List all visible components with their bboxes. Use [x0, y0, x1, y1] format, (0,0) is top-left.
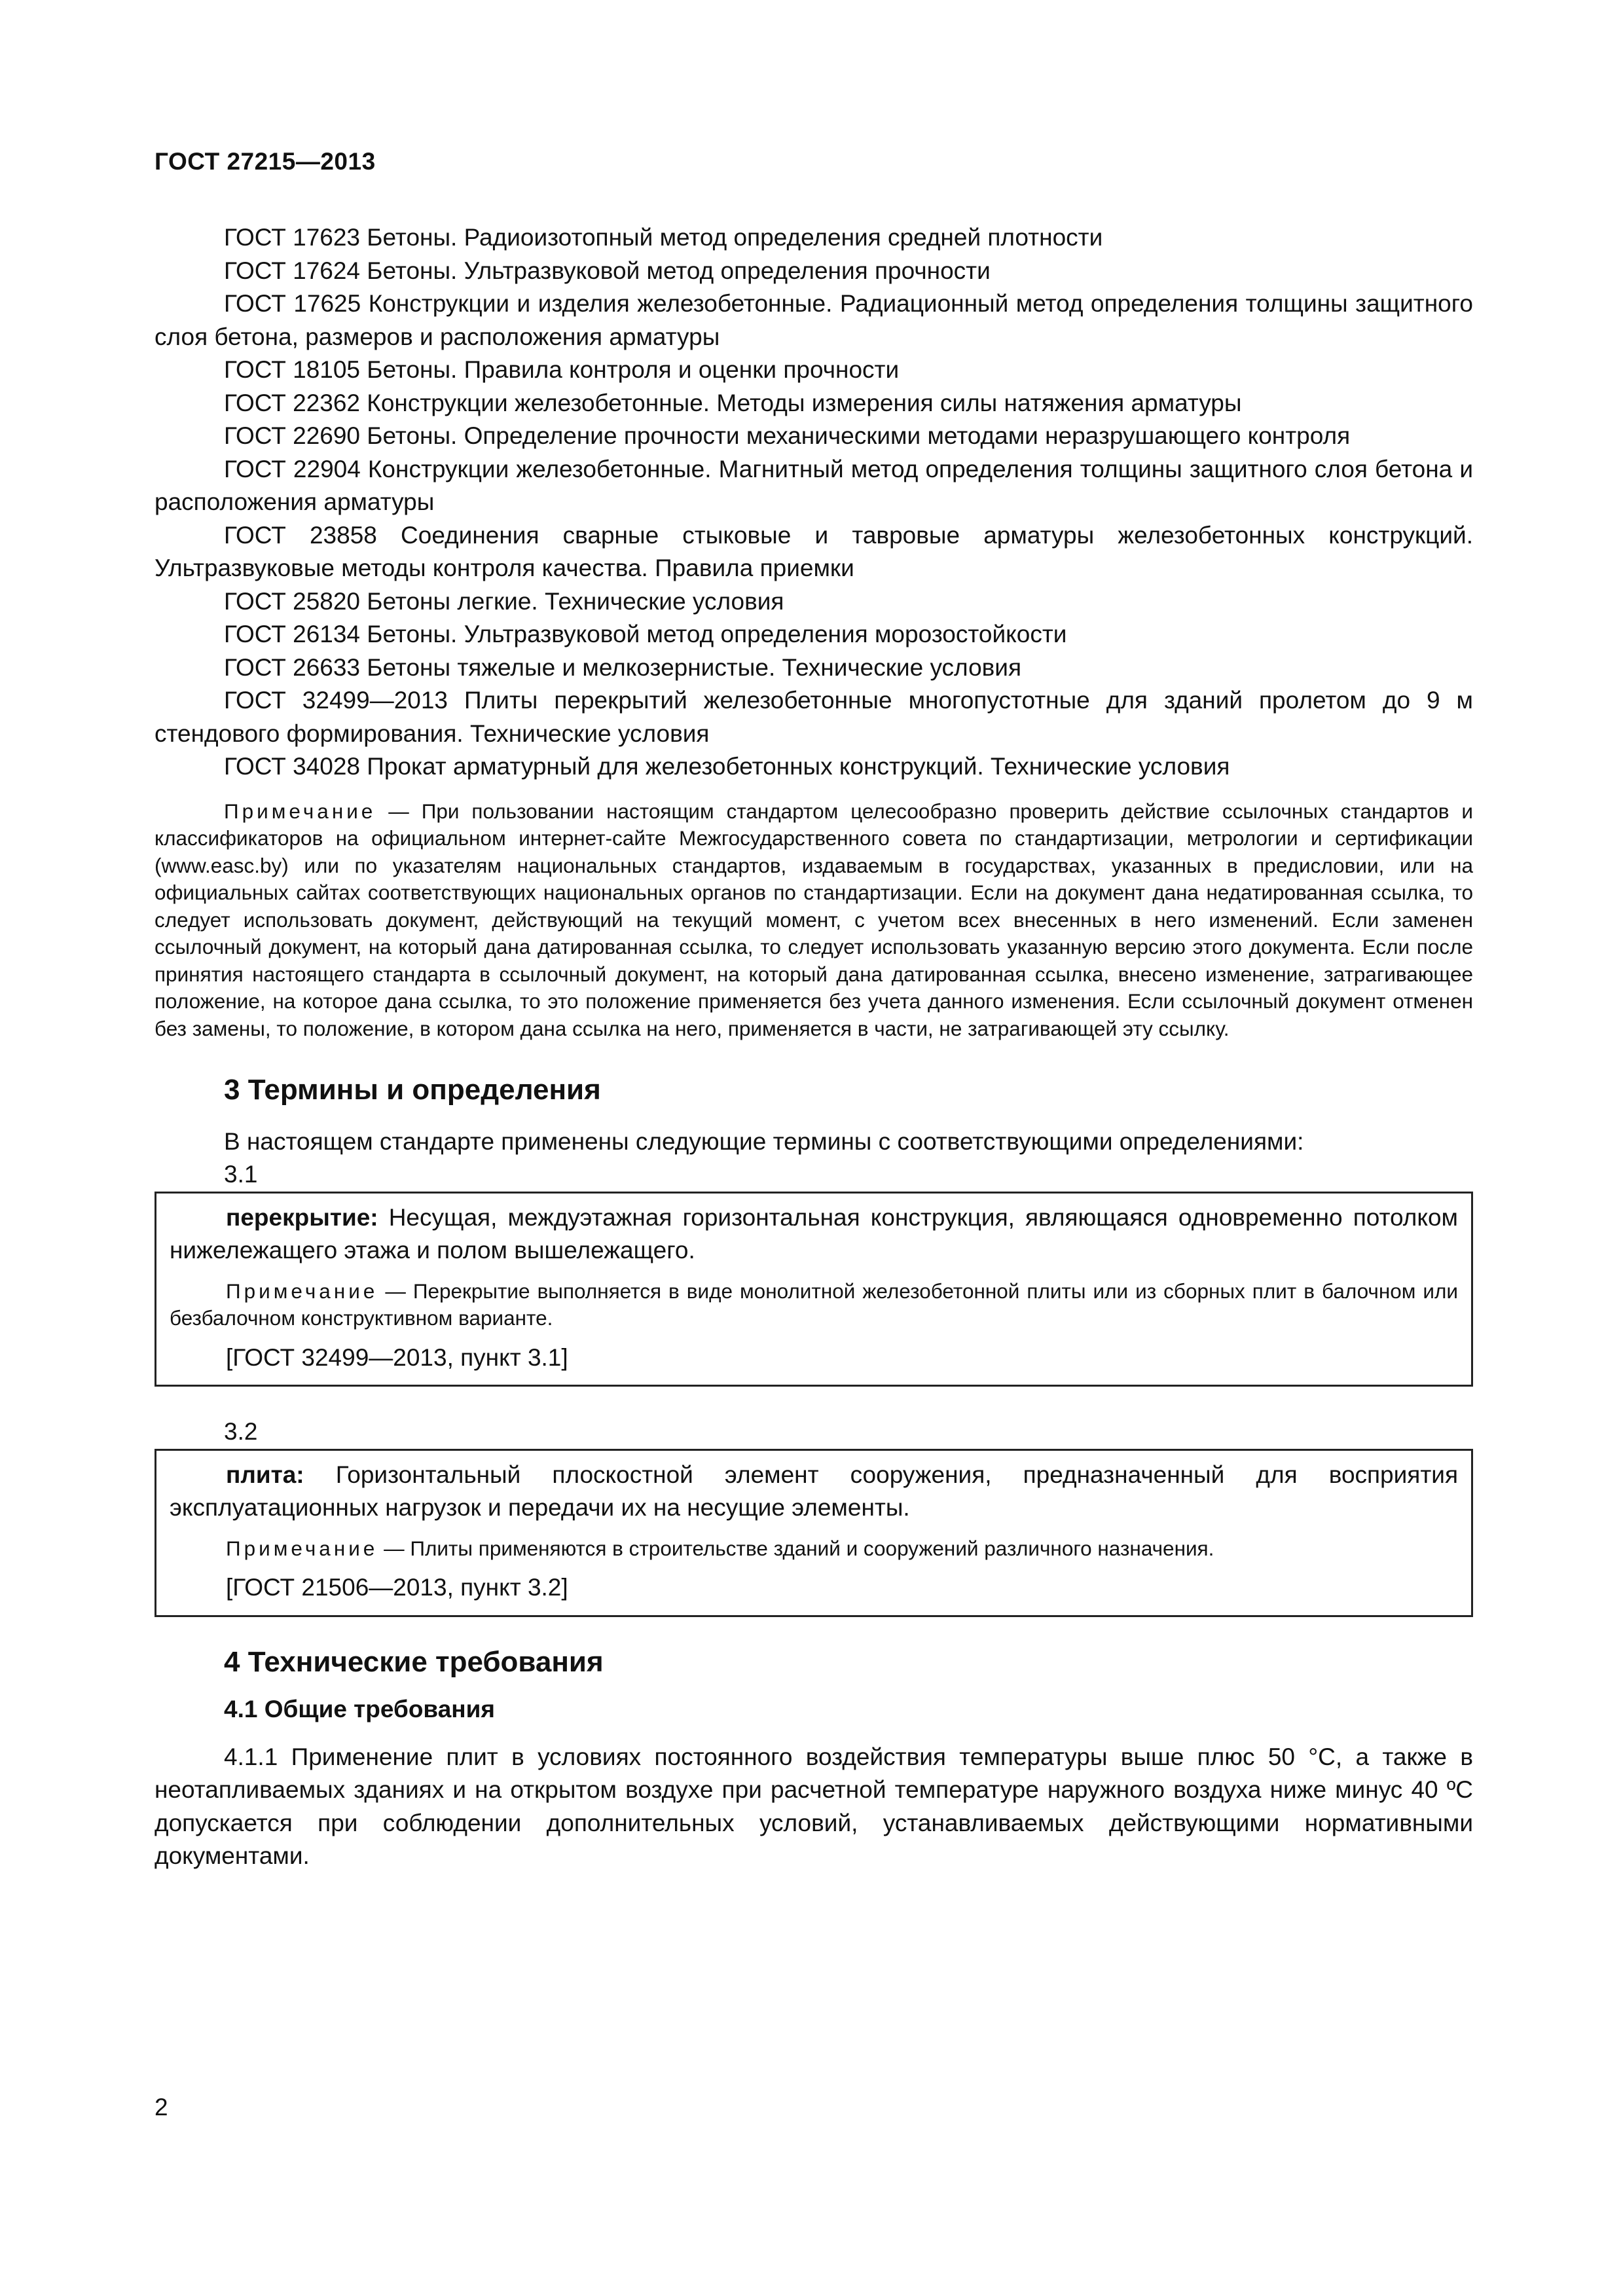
reference-item: ГОСТ 32499—2013 Плиты перекрытий железобетонные многопустотные для зданий пролетом до 9 м стендового формирования. Технические условия	[155, 687, 1473, 747]
paragraph-4-1-1: 4.1.1 Применение плит в условиях постоянного воздействия температуры выше плюс 50 °С, а также в неотапливаемых зданиях и на открытом воздухе при расчетной температуре наружного воздуха ниже минус 40 ºС допускается при соблюдении дополнительных условий, устанавливаемых действующими нормативными документами.	[155, 1743, 1473, 1869]
section-3-intro: В настоящем стандарте применены следующие термины с соответствующими определениями:	[224, 1127, 1304, 1155]
document-header: ГОСТ 27215—2013	[155, 148, 376, 175]
reference-item: ГОСТ 25820 Бетоны легкие. Технические условия	[224, 587, 784, 615]
term-note	[170, 1278, 1458, 1332]
reference-item: ГОСТ 26134 Бетоны. Ультразвуковой метод определения морозостойкости	[224, 621, 1067, 647]
section-3-title: 3 Термины и определения	[224, 1074, 601, 1106]
term-source: [ГОСТ 21506—2013, пункт 3.2]	[226, 1574, 568, 1601]
term-number: 3.1	[224, 1161, 258, 1188]
note-text: — При пользовании настоящим стандартом целесообразно проверить действие ссылочных стандартов и классификаторов на официальном интернет-сайте Межгосударственного совета по стандартизации, метрологии и сертификации (www.easc.by) или по указателям национальных стандартов, издаваемым в государствах, указанных в предисловии, или на официальных сайтах соответствующих национальных органов по стандартизации. Если на документ дана недатированная ссылка, то следует использовать документ, действующий на текущий момент, с учетом всех внесенных в него изменений. Если заменен ссылочный документ, на который дана датированная ссылка, то следует использовать указанную версию этого документа. Если после принятия настоящего стандарта в ссылочный документ, на который дана датированная ссылка, внесено изменение, затрагивающее положение, на которое дана ссылка, то это положение применяется без учета данного изменения. Если ссылочный документ отменен без замены, то положение, в котором дана ссылка на него, применяется в части, не затрагивающей эту ссылку.	[155, 799, 1473, 1040]
note-label: Примечание	[224, 799, 376, 823]
reference-item: ГОСТ 18105 Бетоны. Правила контроля и оценки прочности	[224, 356, 900, 383]
reference-item: ГОСТ 17625 Конструкции и изделия железобетонные. Радиационный метод определения толщины защитного слоя бетона, размеров и расположения арматуры	[155, 290, 1473, 350]
subsection-4-1-title: 4.1 Общие требования	[224, 1696, 495, 1722]
term-name: перекрытие:	[226, 1203, 378, 1231]
reference-item: ГОСТ 26633 Бетоны тяжелые и мелкозернистые. Технические условия	[224, 653, 1022, 681]
note-label: Примечание	[226, 1536, 378, 1560]
term-number: 3.2	[224, 1418, 258, 1445]
term-definition-text: Несущая, междуэтажная горизонтальная конструкция, являющаяся одновременно потолком нижележащего этажа и полом вышележащего.	[170, 1203, 1458, 1264]
note-text: — Плиты применяются в строительстве зданий и сооружений различного назначения.	[378, 1536, 1214, 1560]
references-list	[155, 221, 1473, 784]
term-source: [ГОСТ 32499—2013, пункт 3.1]	[226, 1343, 568, 1371]
section-4-title: 4 Технические требования	[224, 1645, 604, 1678]
term-box	[155, 1192, 1473, 1387]
term-note	[170, 1535, 1458, 1563]
page-content	[155, 221, 1473, 1873]
reference-item: ГОСТ 23858 Соединения сварные стыковые и тавровые арматуры железобетонных конструкций. Ультразвуковые методы контроля качества. Правила приемки	[155, 521, 1473, 581]
term-definition	[170, 1459, 1458, 1525]
term-name: плита:	[226, 1461, 304, 1488]
note-label: Примечание	[226, 1279, 378, 1303]
reference-item: ГОСТ 22904 Конструкции железобетонные. Магнитный метод определения толщины защитного слоя бетона и расположения арматуры	[155, 455, 1473, 515]
reference-item: ГОСТ 22690 Бетоны. Определение прочности механическими методами неразрушающего контроля	[224, 422, 1351, 449]
references-note	[155, 798, 1473, 1043]
note-text: — Перекрытие выполняется в виде монолитной железобетонной плиты или из сборных плит в балочном или безбалочном конструктивном варианте.	[170, 1279, 1458, 1330]
reference-item: ГОСТ 17624 Бетоны. Ультразвуковой метод определения прочности	[224, 257, 991, 284]
term-definition	[170, 1201, 1458, 1267]
reference-item: ГОСТ 17623 Бетоны. Радиоизотопный метод определения средней плотности	[224, 224, 1103, 251]
page-number: 2	[155, 2094, 168, 2121]
term-definition-text: Горизонтальный плоскостной элемент сооружения, предназначенный для восприятия эксплуатационных нагрузок и передачи их на несущие элементы.	[170, 1461, 1458, 1521]
reference-item: ГОСТ 34028 Прокат арматурный для железобетонных конструкций. Технические условия	[224, 753, 1230, 780]
term-box	[155, 1449, 1473, 1617]
reference-item: ГОСТ 22362 Конструкции железобетонные. Методы измерения силы натяжения арматуры	[224, 389, 1242, 416]
